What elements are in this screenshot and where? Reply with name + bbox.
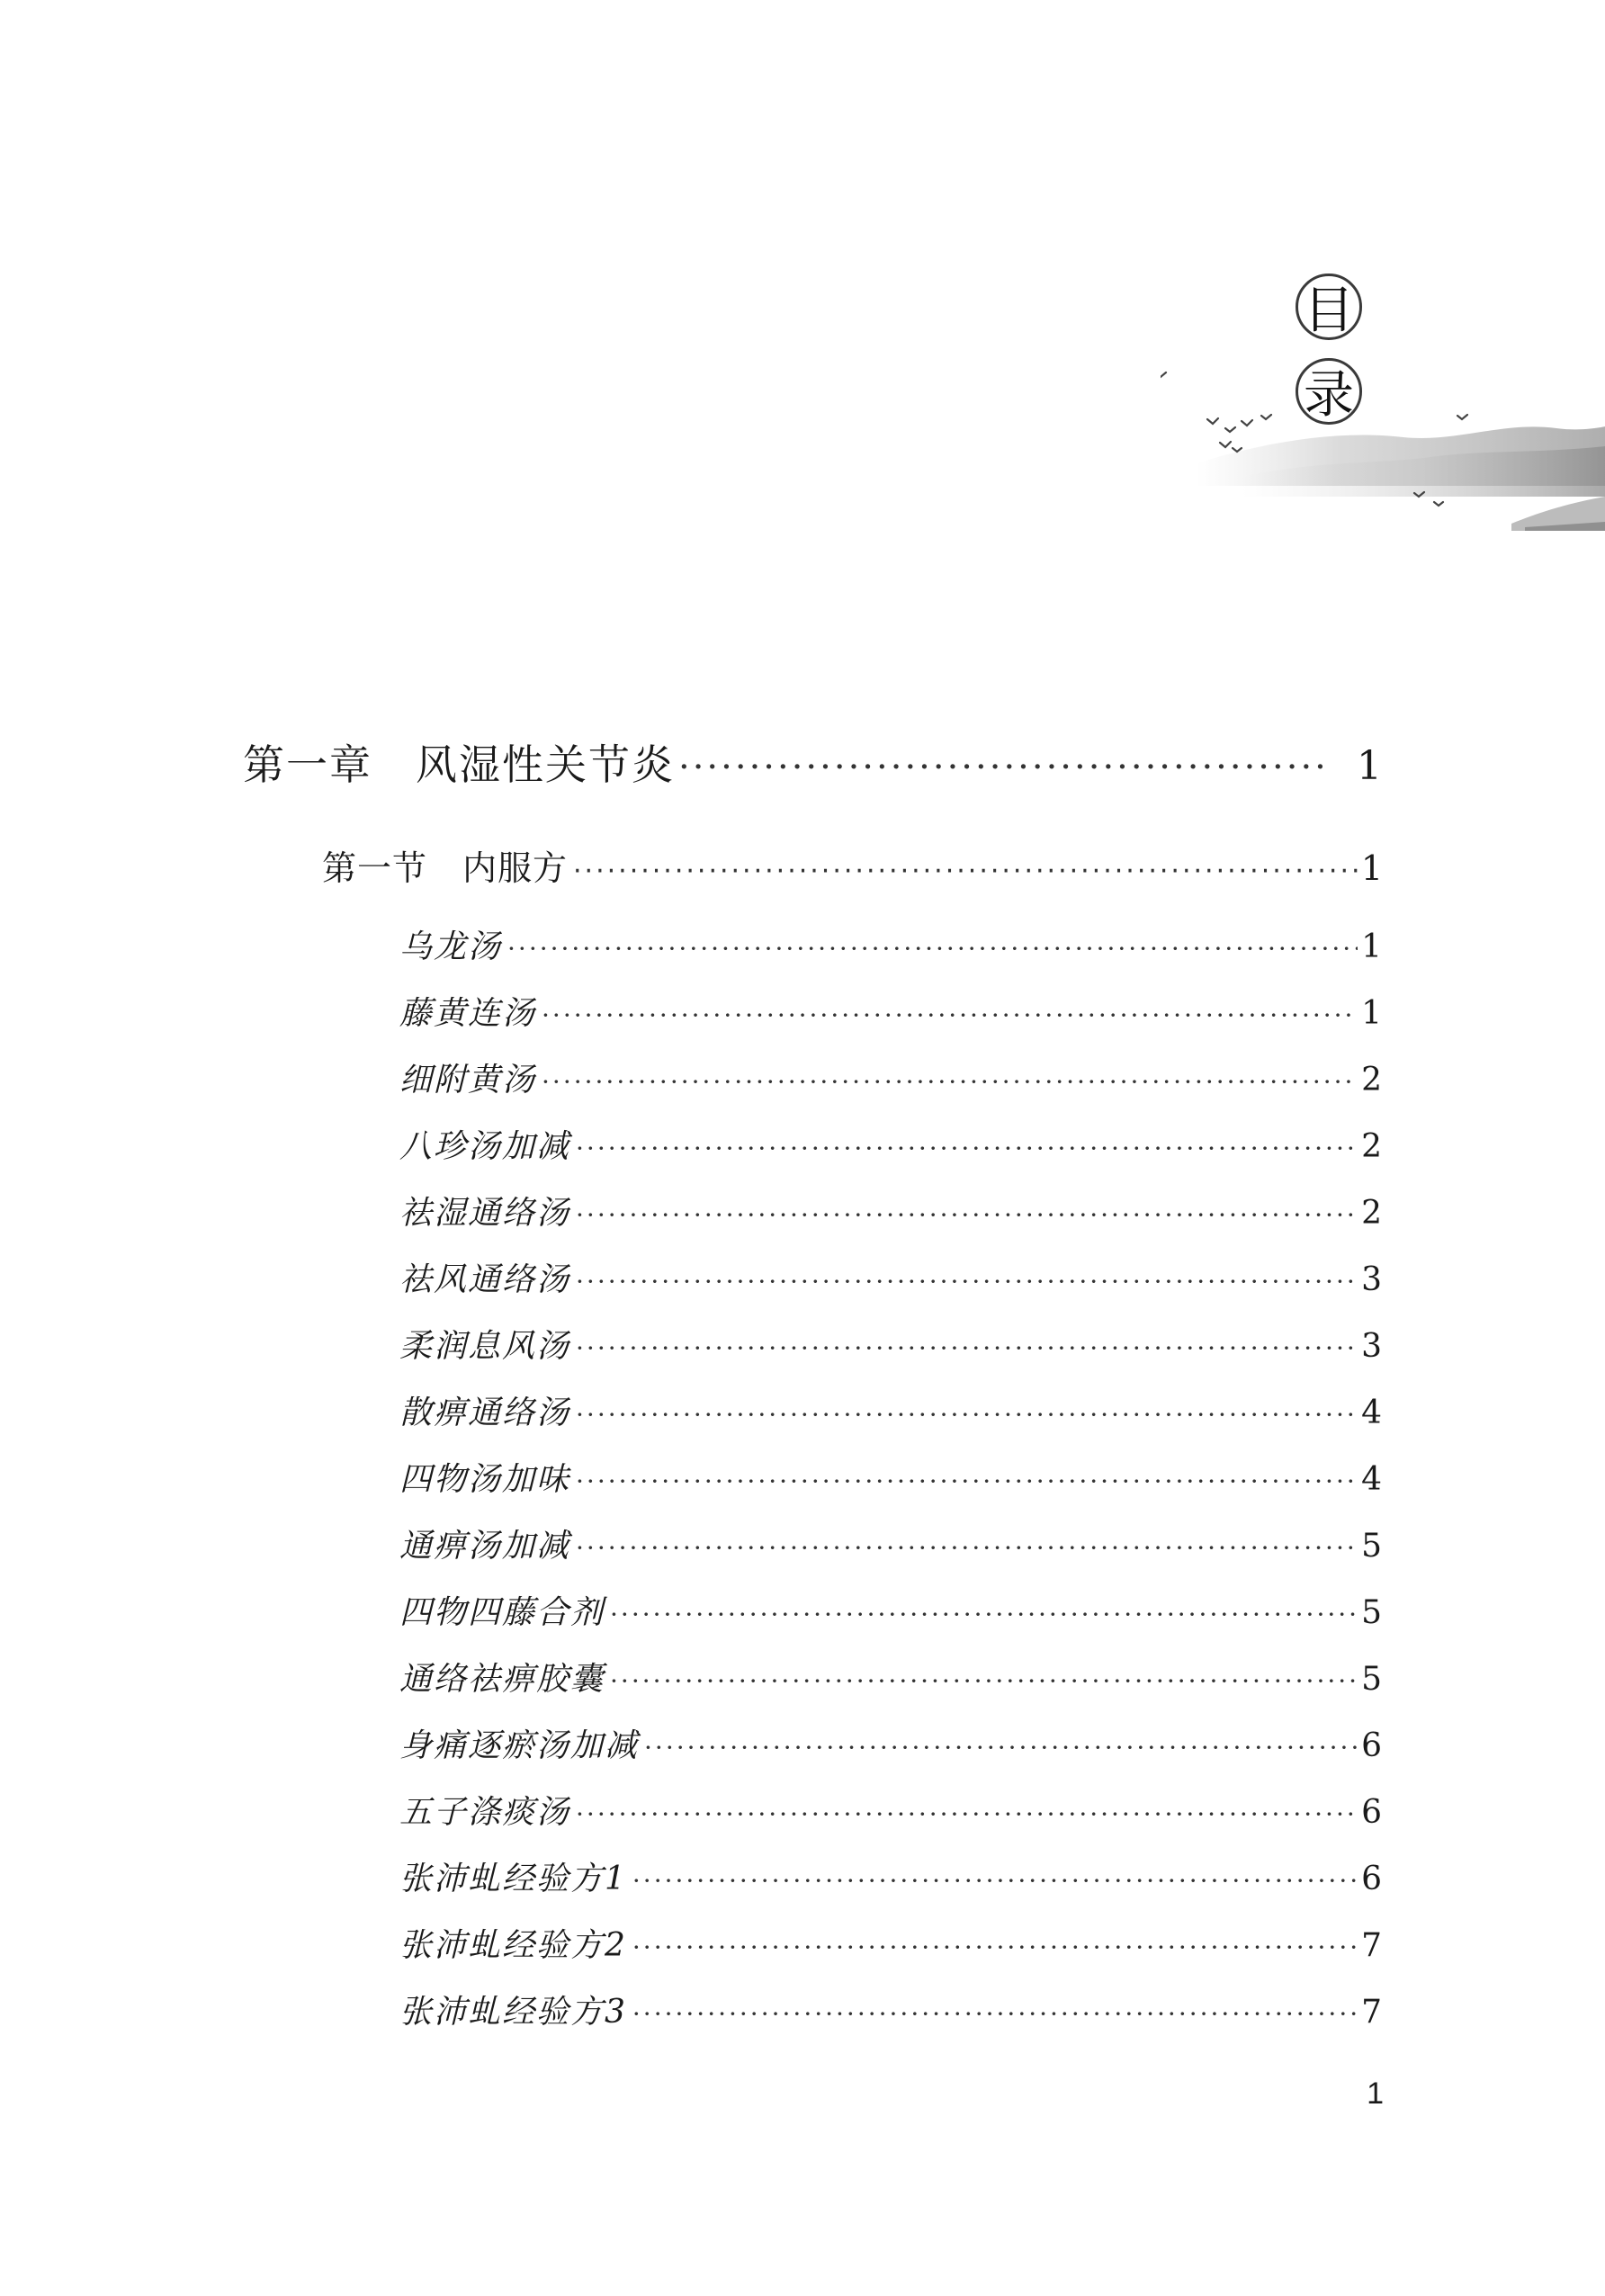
entry-title: 细附黄汤	[399, 1062, 537, 1099]
toc-entry[interactable]	[399, 1787, 1384, 1833]
dot-leader	[576, 1267, 1358, 1296]
entry-title: 张沛虬经验方2	[399, 1927, 627, 1964]
toc-title-char-lu: 录	[1296, 358, 1362, 425]
toc-entry[interactable]	[399, 1054, 1384, 1100]
dot-leader	[507, 934, 1358, 964]
entry-title: 藤黄连汤	[399, 995, 537, 1032]
dot-leader	[576, 1466, 1358, 1496]
toc-entry[interactable]	[399, 1454, 1384, 1500]
entry-page-number: 6	[1361, 1794, 1384, 1831]
entry-page-number: 5	[1361, 1528, 1384, 1565]
dot-leader	[573, 856, 1358, 887]
toc-entry[interactable]	[399, 1654, 1384, 1700]
dot-leader	[632, 1866, 1358, 1896]
toc-section-entry[interactable]	[322, 840, 1384, 890]
toc-entry[interactable]	[399, 921, 1384, 967]
ink-landscape-illustration	[1161, 261, 1605, 558]
toc-entry[interactable]	[399, 1254, 1384, 1300]
entry-title: 通络祛痹胶囊	[399, 1661, 605, 1698]
dot-leader	[610, 1666, 1358, 1696]
dot-leader	[610, 1600, 1358, 1629]
entry-page-number: 3	[1361, 1328, 1384, 1365]
entry-title: 祛风通络汤	[399, 1261, 571, 1298]
dot-leader	[632, 1999, 1358, 2029]
entry-title: 散痹通络汤	[399, 1395, 571, 1431]
entry-page-number: 4	[1361, 1395, 1384, 1431]
entry-page-number: 5	[1361, 1661, 1384, 1698]
entry-title: 四物四藤合剂	[399, 1594, 605, 1631]
dot-leader	[576, 1333, 1358, 1363]
chapter-title: 第一章 风湿性关节炎	[243, 740, 675, 789]
entry-title: 八珍汤加减	[399, 1128, 571, 1165]
entry-title: 柔润息风汤	[399, 1328, 571, 1365]
toc-entry[interactable]	[399, 1720, 1384, 1766]
chapter-page-number: 1	[1357, 743, 1384, 789]
toc-entry[interactable]	[399, 1587, 1384, 1633]
dot-leader	[576, 1799, 1358, 1829]
section-page-number: 1	[1360, 848, 1384, 888]
entry-page-number: 4	[1361, 1461, 1384, 1498]
entry-page-number: 1	[1361, 928, 1384, 965]
dot-leader	[644, 1733, 1358, 1762]
dot-leader	[576, 1533, 1358, 1563]
toc-entry[interactable]	[399, 988, 1384, 1034]
entry-title: 四物汤加味	[399, 1461, 571, 1498]
entry-page-number: 6	[1361, 1861, 1384, 1897]
toc-entry[interactable]	[399, 1987, 1384, 2032]
toc-chapter-entry[interactable]	[243, 732, 1384, 792]
entry-page-number: 7	[1361, 1927, 1384, 1964]
toc-entry[interactable]	[399, 1853, 1384, 1899]
dot-leader	[542, 1067, 1358, 1097]
entry-title: 祛湿通络汤	[399, 1195, 571, 1232]
dot-leader	[632, 1933, 1358, 1962]
entry-page-number: 6	[1361, 1727, 1384, 1764]
toc-entry[interactable]	[399, 1920, 1384, 1966]
toc-entry[interactable]	[399, 1188, 1384, 1233]
entry-title: 五子涤痰汤	[399, 1794, 571, 1831]
entry-title: 张沛虬经验方3	[399, 1994, 627, 2031]
toc-entry[interactable]	[399, 1387, 1384, 1433]
entry-page-number: 3	[1361, 1261, 1384, 1298]
entry-page-number: 5	[1361, 1594, 1384, 1631]
entry-page-number: 7	[1361, 1994, 1384, 2031]
entry-page-number: 2	[1361, 1062, 1384, 1099]
toc-entry[interactable]	[399, 1321, 1384, 1367]
entry-title: 通痹汤加减	[399, 1528, 571, 1565]
dot-leader	[576, 1200, 1358, 1230]
toc-entry[interactable]	[399, 1520, 1384, 1566]
dot-leader	[576, 1134, 1358, 1163]
entry-title: 乌龙汤	[399, 928, 503, 965]
section-title: 第一节 内服方	[322, 848, 569, 888]
entry-title: 张沛虬经验方1	[399, 1861, 627, 1897]
toc-heading-decoration	[1161, 261, 1605, 558]
entry-page-number: 2	[1361, 1128, 1384, 1165]
entry-title: 身痛逐瘀汤加减	[399, 1727, 640, 1764]
dot-leader	[678, 747, 1332, 788]
dot-leader	[542, 1000, 1358, 1030]
page-folio-number: 1	[1367, 2076, 1384, 2111]
entry-page-number: 2	[1361, 1195, 1384, 1232]
toc-title-char-mu: 目	[1296, 274, 1362, 340]
entry-page-number: 1	[1361, 995, 1384, 1032]
dot-leader	[576, 1400, 1358, 1430]
toc-entry[interactable]	[399, 1121, 1384, 1167]
